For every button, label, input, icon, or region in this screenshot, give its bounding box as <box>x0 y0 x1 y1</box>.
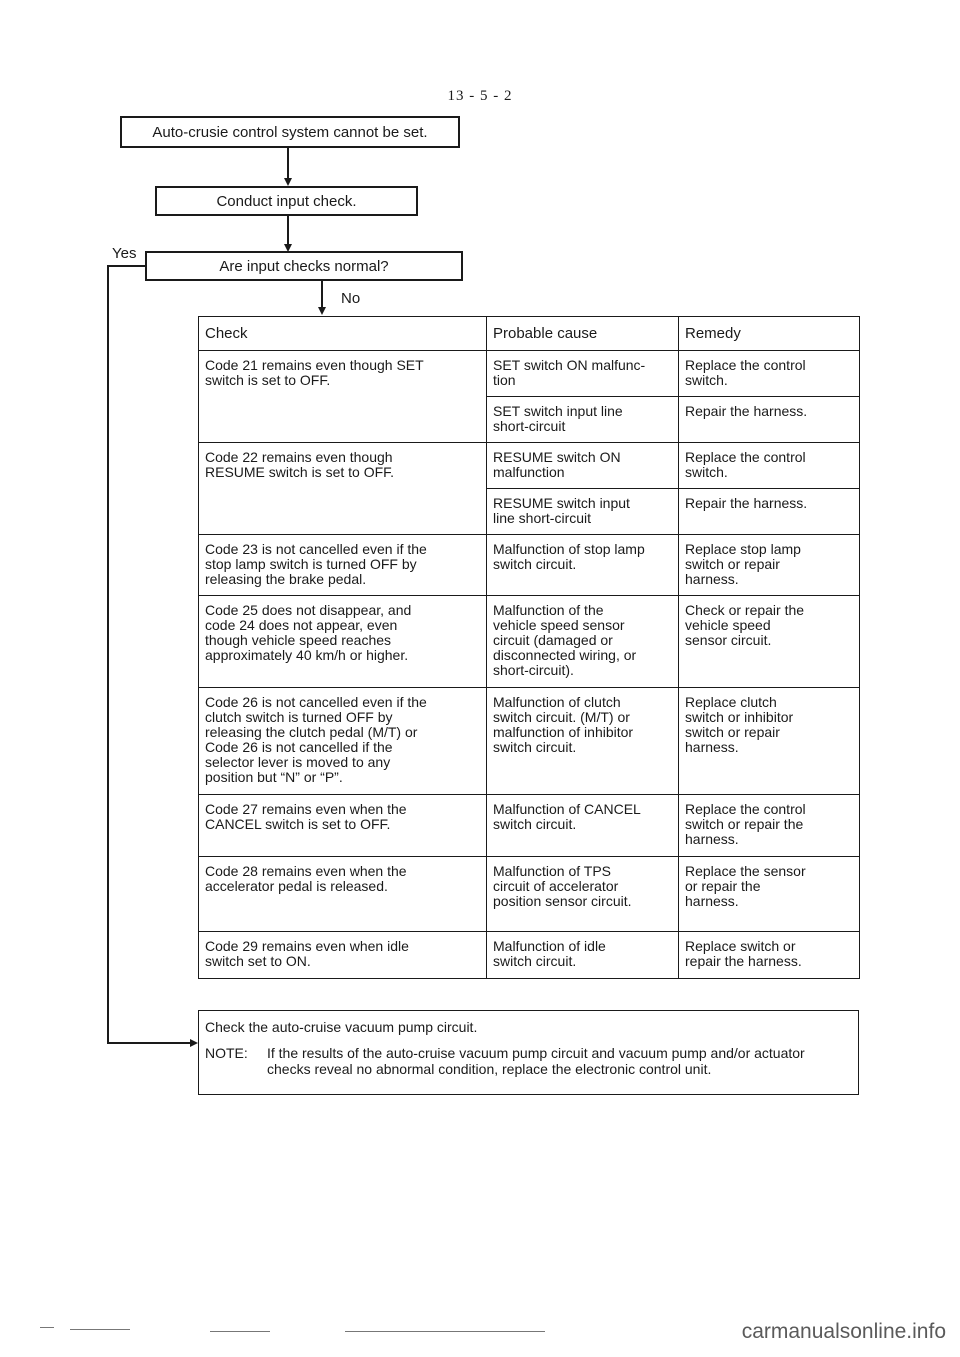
table-row <box>199 596 860 688</box>
yes-label: Yes <box>112 245 137 262</box>
table-row <box>199 443 860 489</box>
column-header-remedy: Remedy <box>679 317 860 351</box>
table-row <box>199 795 860 857</box>
check-cell: Code 23 is not cancelled even if the stop lamp switch is turned OFF by releasing the brake pedal. <box>199 535 487 596</box>
yes-connector-line <box>107 1042 192 1044</box>
remedy-cell: Replace clutch switch or inhibitor switch or repair harness. <box>679 688 860 795</box>
check-cell: Code 27 remains even when the CANCEL switch is set to OFF. <box>199 795 487 857</box>
start-box: Auto-crusie control system cannot be set. <box>120 116 460 148</box>
arrow-down-icon <box>284 178 292 186</box>
arrow-right-icon <box>190 1039 198 1047</box>
arrow-down-icon <box>318 307 326 315</box>
cause-cell: SET switch ON malfunc- tion <box>487 351 679 397</box>
yes-connector-line <box>107 265 109 1043</box>
table-row <box>199 688 860 795</box>
note-row <box>205 1045 852 1077</box>
column-header-cause: Probable cause <box>487 317 679 351</box>
remedy-cell: Repair the harness. <box>679 489 860 535</box>
connector-line <box>287 148 289 180</box>
remedy-cell: Replace the control switch. <box>679 351 860 397</box>
scan-mark <box>345 1331 545 1332</box>
check-cell: Code 26 is not cancelled even if the clutch switch is turned OFF by releasing the clutch pedal (M/T) or Code 26 is not cancelled if the selector lever is moved to any position but “N” or “P”. <box>199 688 487 795</box>
remedy-cell: Replace the control switch. <box>679 443 860 489</box>
watermark: carmanualsonline.info <box>741 1320 946 1343</box>
cause-cell: Malfunction of stop lamp switch circuit. <box>487 535 679 596</box>
connector-line <box>287 216 289 246</box>
remedy-cell: Replace switch or repair the harness. <box>679 932 860 979</box>
check-cell: Code 28 remains even when the accelerator pedal is released. <box>199 857 487 932</box>
remedy-cell: Repair the harness. <box>679 397 860 443</box>
page-number: 13 - 5 - 2 <box>447 88 513 104</box>
yes-connector-line <box>107 265 145 267</box>
scan-mark <box>70 1329 130 1330</box>
cause-cell: SET switch input line short-circuit <box>487 397 679 443</box>
input-check-box: Conduct input check. <box>155 186 418 216</box>
column-header-check: Check <box>199 317 487 351</box>
decision-box: Are input checks normal? <box>145 251 463 281</box>
table-row <box>199 857 860 932</box>
cause-cell: Malfunction of the vehicle speed sensor circuit (damaged or disconnected wiring, or short-circuit). <box>487 596 679 688</box>
check-cell: Code 29 remains even when idle switch set to ON. <box>199 932 487 979</box>
final-check-title: Check the auto-cruise vacuum pump circuit. <box>205 1019 478 1035</box>
remedy-cell: Replace stop lamp switch or repair harness. <box>679 535 860 596</box>
scan-mark <box>40 1327 54 1328</box>
scan-mark <box>210 1331 270 1332</box>
check-cell: Code 21 remains even though SET switch is set to OFF. <box>199 351 487 443</box>
cause-cell: Malfunction of TPS circuit of accelerator position sensor circuit. <box>487 857 679 932</box>
final-check-box <box>198 1010 859 1095</box>
cause-cell: RESUME switch ON malfunction <box>487 443 679 489</box>
cause-cell: RESUME switch input line short-circuit <box>487 489 679 535</box>
cause-cell: Malfunction of CANCEL switch circuit. <box>487 795 679 857</box>
table-row <box>199 535 860 596</box>
note-text: If the results of the auto-cruise vacuum pump circuit and vacuum pump and/or actuator checks reveal no abnormal condition, replace the electronic control unit. <box>267 1045 805 1077</box>
note-label: NOTE: <box>205 1045 248 1061</box>
remedy-cell: Replace the sensor or repair the harness. <box>679 857 860 932</box>
no-connector-line <box>321 281 323 309</box>
cause-cell: Malfunction of idle switch circuit. <box>487 932 679 979</box>
remedy-cell: Replace the control switch or repair the harness. <box>679 795 860 857</box>
check-cell: Code 25 does not disappear, and code 24 does not appear, even though vehicle speed reaches approximately 40 km/h or higher. <box>199 596 487 688</box>
table-row <box>199 351 860 397</box>
no-label: No <box>341 290 361 307</box>
cause-cell: Malfunction of clutch switch circuit. (M/T) or malfunction of inhibitor switch circuit. <box>487 688 679 795</box>
diagnosis-table <box>198 316 860 979</box>
table-header-row <box>199 317 860 351</box>
remedy-cell: Check or repair the vehicle speed sensor circuit. <box>679 596 860 688</box>
check-cell: Code 22 remains even though RESUME switch is set to OFF. <box>199 443 487 535</box>
table-row <box>199 932 860 979</box>
